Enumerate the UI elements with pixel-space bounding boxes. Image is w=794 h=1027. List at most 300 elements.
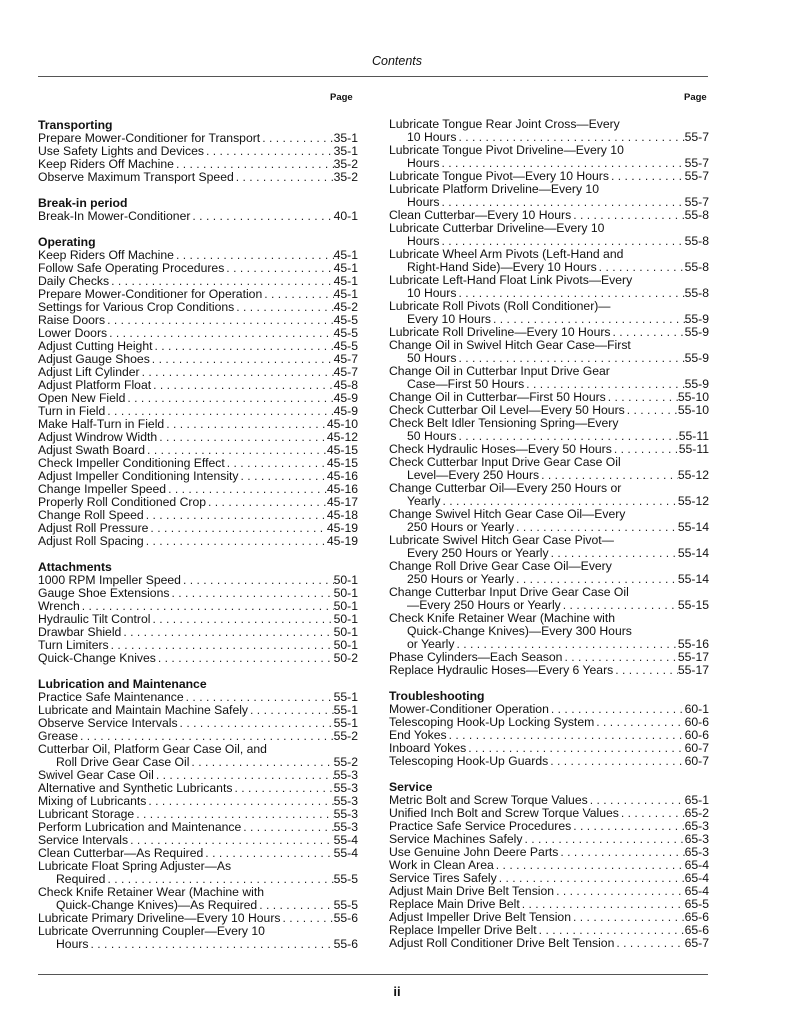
entry-page-number: 50-1 bbox=[333, 574, 358, 587]
toc-entry-row bbox=[389, 820, 709, 833]
toc-entry bbox=[389, 274, 709, 300]
entry-title: Prepare Mower-Conditioner for Transport bbox=[38, 132, 261, 145]
entry-page-number: 55-4 bbox=[333, 834, 358, 847]
entry-title-line: Lubricate Swivel Hitch Gear Case Pivot— bbox=[389, 533, 614, 547]
entry-title: Metric Bolt and Screw Torque Values bbox=[389, 794, 588, 807]
entry-title: Hours bbox=[407, 235, 440, 248]
entry-title: Wrench bbox=[38, 600, 80, 613]
entry-title: Practice Safe Maintenance bbox=[38, 691, 184, 704]
dot-leader bbox=[148, 522, 326, 535]
toc-entry bbox=[389, 898, 709, 911]
entry-page-number: 45-7 bbox=[333, 353, 358, 366]
entry-title: Swivel Gear Case Oil bbox=[38, 769, 154, 782]
toc-entry bbox=[38, 821, 358, 834]
toc-section bbox=[38, 235, 358, 548]
entry-title: Roll Drive Gear Case Oil bbox=[56, 756, 190, 769]
dot-leader bbox=[121, 626, 333, 639]
entry-title: Open New Field bbox=[38, 392, 126, 405]
entry-page-number: 55-10 bbox=[677, 391, 709, 404]
toc-entry-row bbox=[38, 691, 358, 704]
toc-entry bbox=[389, 859, 709, 872]
toc-entry bbox=[38, 639, 358, 652]
entry-page-number: 55-4 bbox=[333, 847, 358, 860]
toc-entry bbox=[38, 691, 358, 704]
header-rule bbox=[38, 76, 708, 77]
toc-entry bbox=[38, 483, 358, 496]
dot-leader bbox=[154, 769, 334, 782]
entry-title: Adjust Windrow Width bbox=[38, 431, 158, 444]
toc-entry-row bbox=[38, 522, 358, 535]
entry-page-number: 45-7 bbox=[333, 366, 358, 379]
entry-page-number: 55-3 bbox=[333, 821, 358, 834]
entry-page-number: 55-2 bbox=[333, 730, 358, 743]
dot-leader bbox=[613, 664, 678, 677]
dot-leader bbox=[612, 443, 679, 456]
entry-title: Case—First 50 Hours bbox=[407, 378, 525, 391]
toc-entry bbox=[389, 144, 709, 170]
entry-page-number: 65-3 bbox=[684, 846, 709, 859]
entry-page-number: 55-8 bbox=[684, 209, 709, 222]
dot-leader bbox=[262, 288, 333, 301]
entry-title: Daily Checks bbox=[38, 275, 110, 288]
dot-leader bbox=[594, 716, 684, 729]
toc-entry bbox=[389, 534, 709, 560]
entry-title-line: Check Knife Retainer Wear (Machine with bbox=[38, 885, 265, 899]
entry-title-line: Quick-Change Knives)—Every 300 Hours bbox=[407, 624, 632, 638]
entry-title: Adjust Swath Board bbox=[38, 444, 146, 457]
entry-page-number: 60-6 bbox=[684, 716, 709, 729]
entry-title: 50 Hours bbox=[407, 352, 457, 365]
dot-leader bbox=[181, 574, 334, 587]
toc-entry bbox=[389, 365, 709, 391]
dot-leader bbox=[107, 327, 334, 340]
entry-page-number: 50-1 bbox=[333, 639, 358, 652]
toc-entry bbox=[38, 444, 358, 457]
dot-leader bbox=[134, 808, 333, 821]
entry-title: Lower Doors bbox=[38, 327, 108, 340]
entry-title-line: Lubricate Left-Hand Float Link Pivots—Every bbox=[389, 273, 633, 287]
entry-title: Keep Riders Off Machine bbox=[38, 158, 174, 171]
entry-title: Lubricate Roll Driveline—Every 10 Hours bbox=[389, 326, 611, 339]
section-heading: Service bbox=[389, 780, 433, 794]
entry-page-number: 45-10 bbox=[326, 418, 358, 431]
entry-page-number: 55-12 bbox=[677, 469, 709, 482]
dot-leader bbox=[549, 703, 685, 716]
section-heading: Lubrication and Maintenance bbox=[38, 677, 207, 691]
toc-section bbox=[38, 196, 358, 223]
toc-entry bbox=[389, 911, 709, 924]
toc-entry-row bbox=[38, 782, 358, 795]
section-heading: Troubleshooting bbox=[389, 689, 485, 703]
entry-title: 250 Hours or Yearly bbox=[407, 573, 515, 586]
dot-leader bbox=[125, 392, 333, 405]
entry-page-number: 40-1 bbox=[333, 210, 358, 223]
entry-title-line: Change Cutterbar Input Drive Gear Case Oil bbox=[389, 585, 629, 599]
toc-entry-row bbox=[38, 808, 358, 821]
entry-title: —Every 250 Hours or Yearly bbox=[407, 599, 561, 612]
toc-entry bbox=[38, 808, 358, 821]
toc-entry bbox=[38, 158, 358, 171]
dot-leader bbox=[494, 859, 685, 872]
entry-title-line: Lubricate Overrunning Coupler—Every 10 bbox=[38, 924, 265, 938]
toc-entry-row bbox=[38, 496, 358, 509]
dot-leader bbox=[260, 132, 333, 145]
dot-leader bbox=[619, 807, 685, 820]
dot-leader bbox=[447, 729, 685, 742]
dot-leader bbox=[234, 301, 333, 314]
entry-title: 250 Hours or Yearly bbox=[407, 521, 515, 534]
entry-page-number: 65-4 bbox=[684, 872, 709, 885]
entry-title: Service Intervals bbox=[38, 834, 129, 847]
section-heading: Operating bbox=[38, 235, 96, 249]
entry-title: Adjust Lift Cylinder bbox=[38, 366, 140, 379]
entry-page-number: 45-8 bbox=[333, 379, 358, 392]
toc-entry-row bbox=[38, 327, 358, 340]
dot-leader bbox=[150, 613, 333, 626]
entry-page-number: 55-2 bbox=[333, 756, 358, 769]
entry-title: Clean Cutterbar—Every 10 Hours bbox=[389, 209, 572, 222]
entry-title: Use Genuine John Deere Parts bbox=[389, 846, 559, 859]
toc-entry bbox=[38, 509, 358, 522]
toc-entry bbox=[38, 652, 358, 665]
dot-leader bbox=[225, 457, 327, 470]
toc-entry-row bbox=[389, 313, 709, 326]
entry-page-number: 55-8 bbox=[684, 235, 709, 248]
toc-entry bbox=[389, 248, 709, 274]
entry-title: Properly Roll Conditioned Crop bbox=[38, 496, 207, 509]
entry-page-number: 45-1 bbox=[333, 288, 358, 301]
toc-entry bbox=[38, 288, 358, 301]
entry-page-number: 55-7 bbox=[684, 170, 709, 183]
entry-page-number: 45-19 bbox=[326, 535, 358, 548]
toc-entry-row bbox=[38, 626, 358, 639]
entry-page-number: 55-3 bbox=[333, 769, 358, 782]
toc-entry-row bbox=[389, 924, 709, 937]
toc-entry bbox=[389, 118, 709, 144]
dot-leader bbox=[204, 145, 334, 158]
entry-title: Telescoping Hook-Up Guards bbox=[389, 755, 549, 768]
toc-entry-row bbox=[38, 717, 358, 730]
toc-entry-row bbox=[38, 171, 358, 184]
toc-entry-row bbox=[389, 755, 709, 768]
entry-title: Adjust Platform Float bbox=[38, 379, 152, 392]
entry-page-number: 55-3 bbox=[333, 795, 358, 808]
dot-leader bbox=[232, 782, 333, 795]
entry-page-number: 65-5 bbox=[684, 898, 709, 911]
entry-title: Lubricate Primary Driveline—Every 10 Hours bbox=[38, 912, 281, 925]
entry-page-number: 35-2 bbox=[333, 171, 358, 184]
entry-page-number: 45-1 bbox=[333, 249, 358, 262]
dot-leader bbox=[151, 379, 333, 392]
toc-section bbox=[389, 118, 709, 677]
toc-entry bbox=[38, 366, 358, 379]
toc-entry-row bbox=[38, 340, 358, 353]
dot-leader bbox=[257, 899, 333, 912]
entry-title: Lubricate Tongue Pivot—Every 10 Hours bbox=[389, 170, 609, 183]
entry-title: End Yokes bbox=[389, 729, 447, 742]
entry-title: Hours bbox=[56, 938, 89, 951]
entry-page-number: 45-9 bbox=[333, 392, 358, 405]
entry-title: Every 10 Hours bbox=[407, 313, 491, 326]
entry-page-number: 50-1 bbox=[333, 587, 358, 600]
toc-entry-row bbox=[38, 431, 358, 444]
toc-entry bbox=[38, 327, 358, 340]
toc-entry bbox=[389, 833, 709, 846]
dot-leader bbox=[224, 262, 333, 275]
toc-entry-row bbox=[38, 652, 358, 665]
dot-leader bbox=[548, 755, 684, 768]
entry-title: Drawbar Shield bbox=[38, 626, 122, 639]
entry-title: Clean Cutterbar—As Required bbox=[38, 847, 204, 860]
entry-page-number: 55-9 bbox=[684, 378, 709, 391]
dot-leader bbox=[537, 924, 685, 937]
toc-entry bbox=[389, 937, 709, 950]
toc-entry-row bbox=[38, 821, 358, 834]
dot-leader bbox=[105, 405, 333, 418]
toc-entry-row bbox=[389, 742, 709, 755]
entry-title: Right-Hand Side)—Every 10 Hours bbox=[407, 261, 597, 274]
toc-entry bbox=[38, 626, 358, 639]
dot-leader bbox=[157, 431, 327, 444]
dot-leader bbox=[153, 340, 334, 353]
entry-page-number: 55-11 bbox=[678, 430, 709, 443]
toc-entry-row bbox=[38, 483, 358, 496]
toc-section bbox=[38, 677, 358, 951]
entry-page-number: 55-14 bbox=[677, 547, 709, 560]
toc-entry-row bbox=[38, 834, 358, 847]
toc-entry-row bbox=[38, 366, 358, 379]
toc-entry-row bbox=[389, 638, 709, 651]
toc-entry-row bbox=[38, 301, 358, 314]
entry-title-line: Change Cutterbar Oil—Every 250 Hours or bbox=[389, 481, 622, 495]
entry-title: Keep Riders Off Machine bbox=[38, 249, 174, 262]
entry-page-number: 55-5 bbox=[333, 873, 358, 886]
toc-entry bbox=[38, 769, 358, 782]
toc-entry bbox=[389, 339, 709, 365]
toc-entry bbox=[389, 742, 709, 755]
toc-entry bbox=[38, 795, 358, 808]
entry-title: Observe Maximum Transport Speed bbox=[38, 171, 234, 184]
entry-title-line: Check Cutterbar Input Drive Gear Case Oil bbox=[389, 455, 621, 469]
entry-title: Adjust Main Drive Belt Tension bbox=[389, 885, 555, 898]
toc-entry bbox=[389, 417, 709, 443]
entry-title: Mixing of Lubricants bbox=[38, 795, 147, 808]
entry-page-number: 65-7 bbox=[684, 937, 709, 950]
page-column-label-left: Page bbox=[330, 92, 353, 103]
entry-page-number: 55-14 bbox=[677, 573, 709, 586]
entry-page-number: 45-2 bbox=[333, 301, 358, 314]
dot-leader bbox=[588, 794, 685, 807]
toc-entry bbox=[38, 431, 358, 444]
entry-title: Settings for Various Crop Conditions bbox=[38, 301, 235, 314]
dot-leader bbox=[206, 496, 327, 509]
entry-page-number: 50-1 bbox=[333, 626, 358, 639]
entry-title: 50 Hours bbox=[407, 430, 457, 443]
toc-entry bbox=[389, 794, 709, 807]
entry-title: Practice Safe Service Procedures bbox=[389, 820, 572, 833]
toc-entry-row bbox=[38, 379, 358, 392]
toc-entry bbox=[38, 379, 358, 392]
entry-title: 1000 RPM Impeller Speed bbox=[38, 574, 181, 587]
dot-leader bbox=[562, 651, 677, 664]
toc-entry-row bbox=[38, 262, 358, 275]
dot-leader bbox=[166, 483, 327, 496]
toc-entry bbox=[389, 586, 709, 612]
toc-entry-row bbox=[38, 418, 358, 431]
entry-page-number: 50-2 bbox=[333, 652, 358, 665]
toc-entry-row bbox=[389, 885, 709, 898]
entry-title: Service Tires Safely bbox=[389, 872, 497, 885]
entry-title: Grease bbox=[38, 730, 78, 743]
entry-page-number: 55-9 bbox=[684, 313, 709, 326]
entry-title: Mower-Conditioner Operation bbox=[389, 703, 549, 716]
entry-title: Lubricate and Maintain Machine Safely bbox=[38, 704, 249, 717]
entry-page-number: 60-7 bbox=[684, 742, 709, 755]
toc-entry-row bbox=[389, 937, 709, 950]
toc-entry bbox=[389, 924, 709, 937]
entry-page-number: 65-6 bbox=[684, 924, 709, 937]
entry-title: Hours bbox=[407, 157, 440, 170]
entry-title-line: Lubricate Platform Driveline—Every 10 bbox=[389, 182, 599, 196]
entry-page-number: 55-8 bbox=[684, 287, 709, 300]
toc-entry-row bbox=[38, 639, 358, 652]
entry-title-line: Lubricate Float Spring Adjuster—As bbox=[38, 859, 232, 873]
toc-column-right bbox=[389, 118, 709, 962]
entry-page-number: 45-1 bbox=[333, 262, 358, 275]
entry-title: Change Impeller Speed bbox=[38, 483, 167, 496]
toc-entry-row bbox=[38, 353, 358, 366]
toc-entry-row bbox=[389, 391, 709, 404]
toc-entry bbox=[38, 600, 358, 613]
entry-page-number: 45-12 bbox=[326, 431, 358, 444]
entry-title: Level—Every 250 Hours bbox=[407, 469, 540, 482]
toc-entry bbox=[38, 496, 358, 509]
entry-page-number: 45-5 bbox=[333, 340, 358, 353]
toc-entry bbox=[38, 860, 358, 886]
entry-title: Yearly bbox=[407, 495, 441, 508]
toc-entry-row bbox=[38, 795, 358, 808]
toc-entry bbox=[38, 405, 358, 418]
toc-entry-row bbox=[389, 651, 709, 664]
toc-entry bbox=[38, 535, 358, 548]
toc-section bbox=[38, 118, 358, 184]
entry-title-line: Lubricate Tongue Rear Joint Cross—Every bbox=[389, 117, 620, 131]
entry-title: Check Impeller Conditioning Effect bbox=[38, 457, 225, 470]
entry-title: Unified Inch Bolt and Screw Torque Values bbox=[389, 807, 619, 820]
entry-title: Observe Service Intervals bbox=[38, 717, 178, 730]
entry-title: 10 Hours bbox=[407, 131, 457, 144]
toc-entry-row bbox=[38, 613, 358, 626]
entry-page-number: 55-3 bbox=[333, 808, 358, 821]
toc-entry bbox=[389, 651, 709, 664]
toc-entry bbox=[38, 717, 358, 730]
dot-leader bbox=[140, 366, 334, 379]
entry-title-line: Change Roll Drive Gear Case Oil—Every bbox=[389, 559, 612, 573]
dot-leader bbox=[522, 833, 684, 846]
entry-title: Every 250 Hours or Yearly bbox=[407, 547, 549, 560]
toc-entry bbox=[389, 612, 709, 651]
toc-entry bbox=[38, 743, 358, 769]
toc-entry-row bbox=[38, 704, 358, 717]
toc-section bbox=[38, 560, 358, 665]
entry-title: Make Half-Turn in Field bbox=[38, 418, 165, 431]
toc-entry bbox=[389, 482, 709, 508]
toc-entry bbox=[38, 210, 358, 223]
entry-page-number: 55-1 bbox=[333, 717, 358, 730]
toc-entry-row bbox=[38, 509, 358, 522]
toc-entry-row bbox=[38, 145, 358, 158]
entry-page-number: 65-2 bbox=[684, 807, 709, 820]
entry-page-number: 65-1 bbox=[684, 794, 709, 807]
entry-title-line: Change Oil in Cutterbar Input Drive Gear bbox=[389, 364, 610, 378]
entry-page-number: 65-6 bbox=[684, 911, 709, 924]
entry-page-number: 60-6 bbox=[684, 729, 709, 742]
dot-leader bbox=[144, 509, 327, 522]
entry-page-number: 55-1 bbox=[333, 704, 358, 717]
dot-leader bbox=[248, 704, 334, 717]
entry-title-line: Check Knife Retainer Wear (Machine with bbox=[389, 611, 616, 625]
toc-entry-row bbox=[389, 859, 709, 872]
entry-title: Break-In Mower-Conditioner bbox=[38, 210, 191, 223]
toc-section bbox=[389, 780, 709, 950]
section-heading: Break-in period bbox=[38, 196, 128, 210]
entry-title: Adjust Impeller Conditioning Intensity bbox=[38, 470, 239, 483]
entry-page-number: 55-6 bbox=[333, 912, 358, 925]
dot-leader bbox=[150, 353, 334, 366]
section-heading: Transporting bbox=[38, 118, 113, 132]
toc-entry-row bbox=[38, 288, 358, 301]
toc-entry bbox=[389, 300, 709, 326]
toc-entry-row bbox=[38, 457, 358, 470]
toc-entry bbox=[38, 587, 358, 600]
entry-page-number: 55-9 bbox=[684, 352, 709, 365]
entry-page-number: 50-1 bbox=[333, 613, 358, 626]
entry-page-number: 55-7 bbox=[684, 196, 709, 209]
dot-leader bbox=[524, 378, 684, 391]
toc-entry-row bbox=[389, 794, 709, 807]
entry-title-line: Check Belt Idler Tensioning Spring—Every bbox=[389, 416, 619, 430]
toc-entry-row bbox=[38, 249, 358, 262]
toc-entry bbox=[389, 872, 709, 885]
entry-title: Prepare Mower-Conditioner for Operation bbox=[38, 288, 263, 301]
entry-title: Hours bbox=[407, 196, 440, 209]
toc-entry-row bbox=[38, 938, 358, 951]
toc-entry bbox=[38, 418, 358, 431]
toc-entry-row bbox=[38, 405, 358, 418]
dot-leader bbox=[239, 470, 327, 483]
toc-entry bbox=[389, 456, 709, 482]
entry-page-number: 45-9 bbox=[333, 405, 358, 418]
entry-page-number: 45-17 bbox=[326, 496, 358, 509]
toc-entry bbox=[38, 886, 358, 912]
entry-page-number: 45-1 bbox=[333, 275, 358, 288]
entry-title: Quick-Change Knives)—As Required bbox=[56, 899, 258, 912]
section-heading: Attachments bbox=[38, 560, 112, 574]
entry-page-number: 55-7 bbox=[684, 131, 709, 144]
toc-entry-row bbox=[389, 729, 709, 742]
entry-page-number: 45-18 bbox=[326, 509, 358, 522]
toc-entry-row bbox=[38, 210, 358, 223]
dot-leader bbox=[234, 171, 334, 184]
toc-entry-row bbox=[38, 587, 358, 600]
dot-leader bbox=[440, 157, 685, 170]
dot-leader bbox=[558, 846, 684, 859]
dot-leader bbox=[145, 444, 327, 457]
entry-page-number: 65-4 bbox=[684, 859, 709, 872]
dot-leader bbox=[571, 911, 685, 924]
entry-title: or Yearly bbox=[407, 638, 455, 651]
dot-leader bbox=[169, 587, 333, 600]
